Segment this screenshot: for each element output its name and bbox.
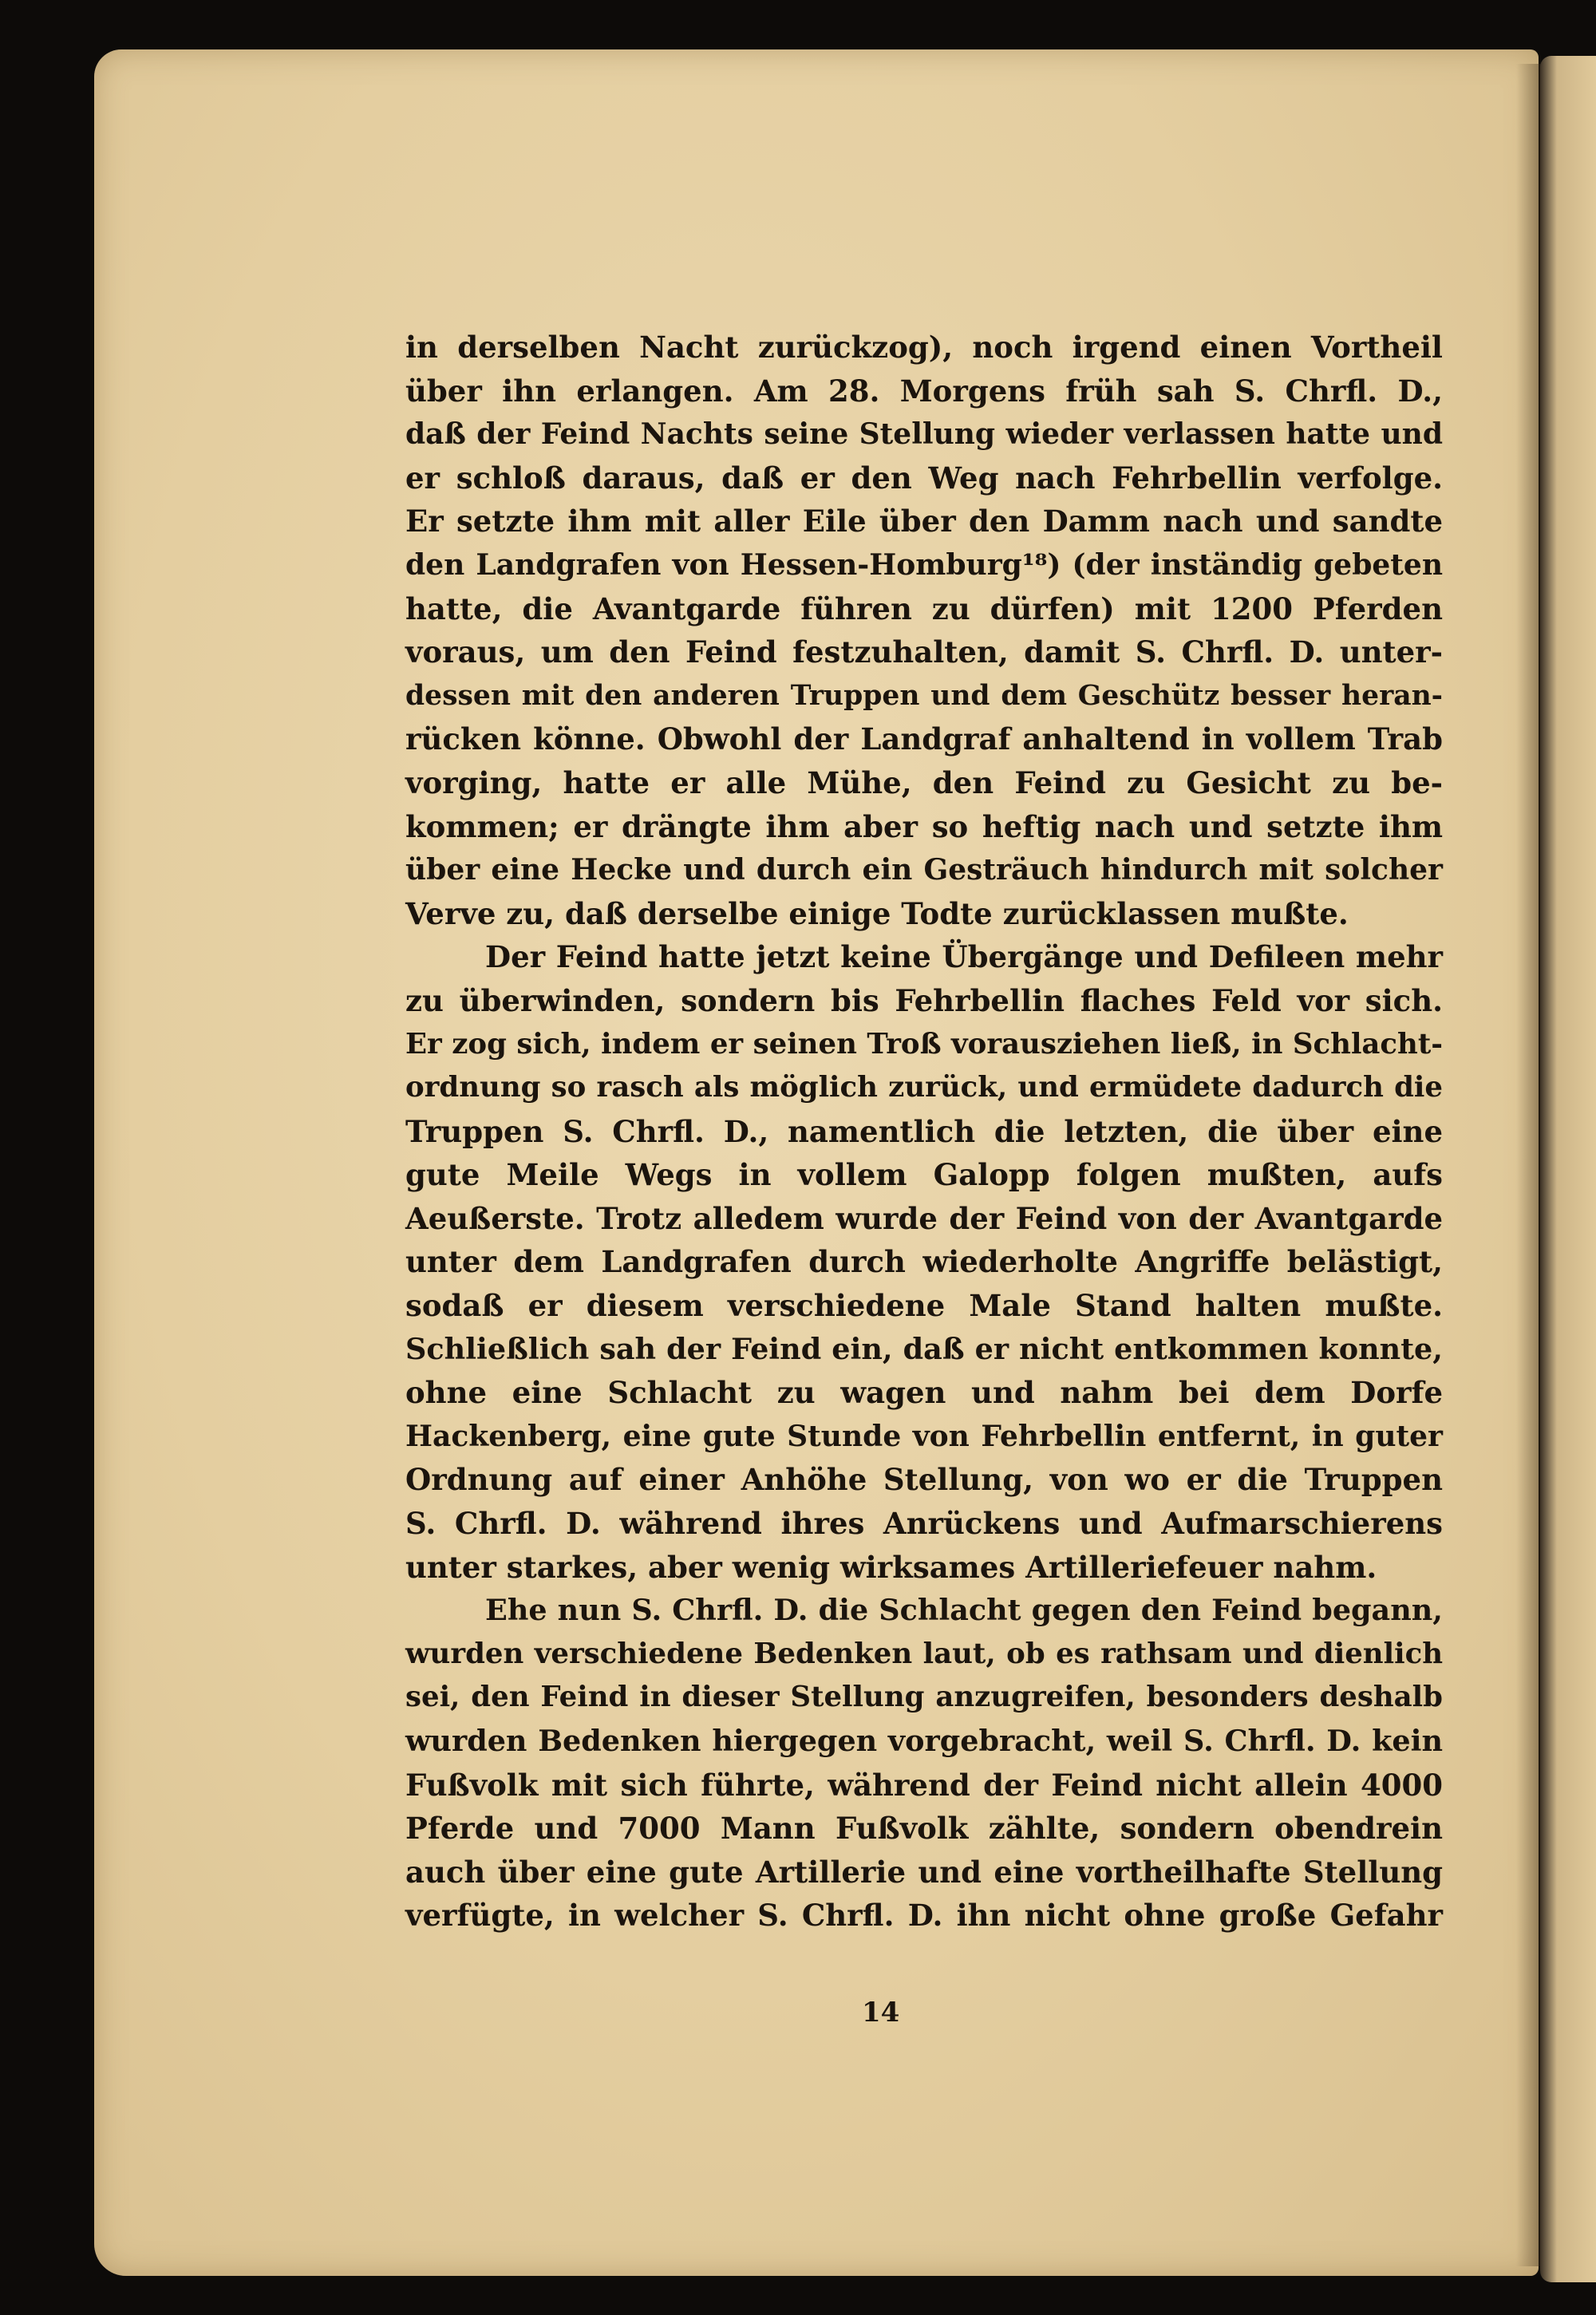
text-line: wurden verschiedene Bedenken laut, ob es rathsam und dienlich: [405, 1637, 1443, 1670]
text-line: Truppen S. Chrfl. D., namentlich die letzten, die über eine: [405, 1113, 1443, 1149]
text-line: wurden Bedenken hiergegen vorgebracht, weil S. Chrfl. D. kein: [405, 1724, 1443, 1758]
text-line: voraus, um den Feind festzuhalten, damit S. Chrfl. D. unter-: [405, 634, 1443, 670]
text-line: Ehe nun S. Chrfl. D. die Schlacht gegen den Feind begann,: [485, 1593, 1443, 1628]
text-line: S. Chrfl. D. während ihres Anrückens und Aufmarschierens: [405, 1506, 1443, 1542]
paragraph-1: [405, 326, 1443, 935]
text-line: über ihn erlangen. Am 28. Morgens früh sah S. Chrfl. D.,: [405, 373, 1443, 409]
text-line: Aeußerste. Trotz alledem wurde der Feind von der Avantgarde: [405, 1200, 1443, 1236]
text-line: unter starkes, aber wenig wirksames Artilleriefeuer nahm.: [405, 1549, 1377, 1585]
text-line: über eine Hecke und durch ein Gesträuch hindurch mit solcher: [405, 853, 1443, 887]
text-line: gute Meile Wegs in vollem Galopp folgen mußten, aufs: [405, 1157, 1443, 1193]
body-text: [405, 326, 1443, 1938]
page-number: 14: [862, 1997, 900, 2029]
text-line: Fußvolk mit sich führte, während der Feind nicht allein 4000: [405, 1767, 1443, 1803]
text-line: ordnung so rasch als möglich zurück, und ermüdete dadurch die: [405, 1071, 1443, 1104]
paragraph-2: [405, 935, 1443, 1589]
text-line: sodaß er diesem verschiedene Male Stand halten mußte.: [405, 1288, 1443, 1324]
text-line: unter dem Landgrafen durch wiederholte Angriffe belästigt,: [405, 1244, 1443, 1280]
text-line: Ordnung auf einer Anhöhe Stellung, von wo er die Truppen: [405, 1462, 1443, 1498]
text-line: den Landgrafen von Hessen-Homburg¹⁸) (der inständig gebeten: [405, 547, 1443, 582]
text-line: Er zog sich, indem er seinen Troß vorausziehen ließ, in Schlacht-: [405, 1027, 1443, 1061]
text-line: verfügte, in welcher S. Chrfl. D. ihn nicht ohne große Gefahr: [405, 1898, 1443, 1934]
text-line: Er setzte ihm mit aller Eile über den Damm nach und sandte: [405, 504, 1443, 539]
text-line: hatte, die Avantgarde führen zu dürfen) mit 1200 Pferden: [405, 591, 1443, 626]
text-line: vorging, hatte er alle Mühe, den Feind zu Gesicht zu be-: [405, 764, 1443, 800]
text-line: zu überwinden, sondern bis Fehrbellin flaches Feld vor sich.: [405, 982, 1443, 1018]
text-line: sei, den Feind in dieser Stellung anzugreifen, besonders deshalb: [405, 1681, 1443, 1714]
text-line: Der Feind hatte jetzt keine Übergänge und Defileen mehr: [485, 939, 1443, 975]
next-page-edge: [1540, 56, 1596, 2282]
text-line: ohne eine Schlacht zu wagen und nahm bei dem Dorfe: [405, 1375, 1443, 1411]
text-line: dessen mit den anderen Truppen und dem Geschütz besser heran-: [405, 679, 1443, 712]
text-line: auch über eine gute Artillerie und eine vortheilhafte Stellung: [405, 1854, 1443, 1890]
text-line: kommen; er drängte ihm aber so heftig nach und setzte ihm: [405, 808, 1443, 844]
text-line: daß der Feind Nachts seine Stellung wieder verlassen hatte und: [405, 417, 1443, 452]
text-line: Pferde und 7000 Mann Fußvolk zählte, sondern obendrein: [405, 1811, 1443, 1847]
text-line: er schloß daraus, daß er den Weg nach Fehrbellin verfolge.: [405, 460, 1443, 496]
text-line: Hackenberg, eine gute Stunde von Fehrbellin entfernt, in guter: [405, 1419, 1443, 1453]
text-line: Verve zu, daß derselbe einige Todte zurücklassen mußte.: [405, 895, 1349, 931]
page-gutter: [1516, 64, 1543, 2266]
text-line: Schließlich sah der Feind ein, daß er nicht entkommen konnte,: [405, 1331, 1443, 1366]
text-line: rücken könne. Obwohl der Landgraf anhaltend in vollem Trab: [405, 721, 1443, 757]
paragraph-3: [405, 1589, 1443, 1938]
text-line: in derselben Nacht zurückzog), noch irgend einen Vortheil: [405, 330, 1443, 365]
